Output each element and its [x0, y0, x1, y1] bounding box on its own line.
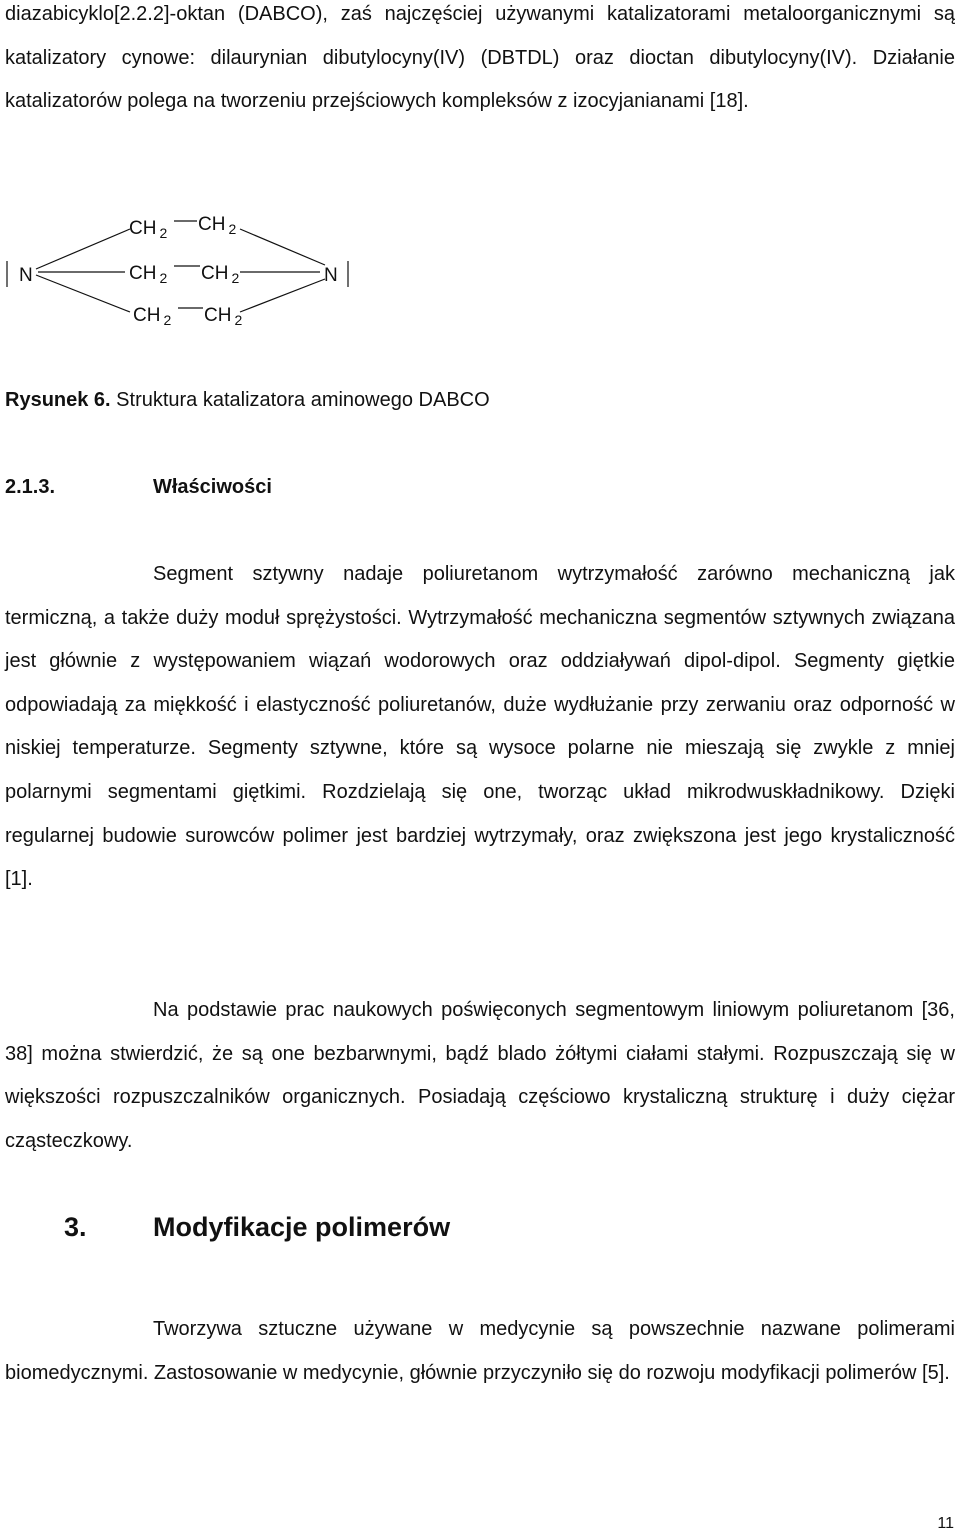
section-title: Modyfikacje polimerów [153, 1212, 451, 1242]
bond-n-top [36, 229, 130, 269]
ch2-top-right: CH $_2$ [198, 214, 237, 237]
bond-top-n [240, 229, 325, 265]
ch2-bottom-left: CH $_2$ [133, 305, 172, 328]
section-heading-2-1-3 [5, 476, 272, 499]
section-number: 2.1.3. [5, 476, 56, 498]
figure-caption-label: Rysunek 6. [5, 389, 111, 411]
dabco-structure-diagram [0, 195, 360, 345]
section-heading-3 [64, 1212, 450, 1243]
ch2-bottom-right: CH $_2$ [204, 305, 243, 328]
properties-paragraph-1: Segment sztywny nadaje poliuretanom wytrzymałość zarówno mechaniczną jak termiczną, a także duży moduł sprężystości. Wytrzymałość mechaniczna segmentów sztywnych związana jest głównie z występowaniem wiązań wodorowych oraz oddziaływań dipol-dipol. Segmenty giętkie odpowiadają za miękkość i elastyczność poliuretanów, duże wydłużanie przy zerwaniu oraz odporność w niskiej temperaturze. Segmenty sztywne, które są wysoce polarne nie mieszają się zwykle z mniej polarnymi segmentami giętkimi. Rozdzielają się one, tworząc układ mikrodwuskładnikowy. Dzięki regularnej budowie surowców polimer jest bardziej wytrzymały, oraz zwiększona jest jego krystaliczność [1]. [5, 563, 955, 891]
section-number: 3. [64, 1212, 87, 1242]
intro-paragraph: diazabicyklo[2.2.2]-oktan (DABCO), zaś najczęściej używanymi katalizatorami metaloorganicznymi są katalizatory cynowe: dilaurynian dibutylocyny(IV) (DBTDL) oraz dioctan dibutylocyny(IV). Działanie katalizatorów polega na tworzeniu przejściowych kompleksów z izocyjanianami [18]. [5, 3, 955, 113]
figure-caption [5, 389, 490, 412]
ch2-mid-left: CH $_2$ [129, 263, 168, 286]
bond-bottom-n [240, 279, 325, 312]
nitrogen-left: N [19, 265, 33, 286]
ch2-mid-right: CH $_2$ [201, 263, 240, 286]
bond-n-bottom [36, 275, 130, 312]
nitrogen-right: N [324, 265, 338, 286]
modifications-paragraph: Tworzywa sztuczne używane w medycynie są powszechnie nazwane polimerami biomedycznymi. Zastosowanie w medycynie, głównie przyczyniło się do rozwoju modyfikacji polimerów [5]. [5, 1318, 955, 1384]
page-number: 11 [937, 1515, 954, 1532]
figure-caption-text: Struktura katalizatora aminowego DABCO [110, 389, 490, 411]
ch2-top-left: CH $_2$ [129, 218, 168, 241]
section-title: Właściwości [153, 476, 272, 498]
properties-paragraph-2: Na podstawie prac naukowych poświęconych segmentowym liniowym poliuretanom [36, 38] można stwierdzić, że są one bezbarwnymi, bądź blado żółtymi ciałami stałymi. Rozpuszczają się w większości rozpuszczalników organicznych. Posiadają częściowo krystaliczną strukturę i duży ciężar cząsteczkowy. [5, 999, 955, 1152]
